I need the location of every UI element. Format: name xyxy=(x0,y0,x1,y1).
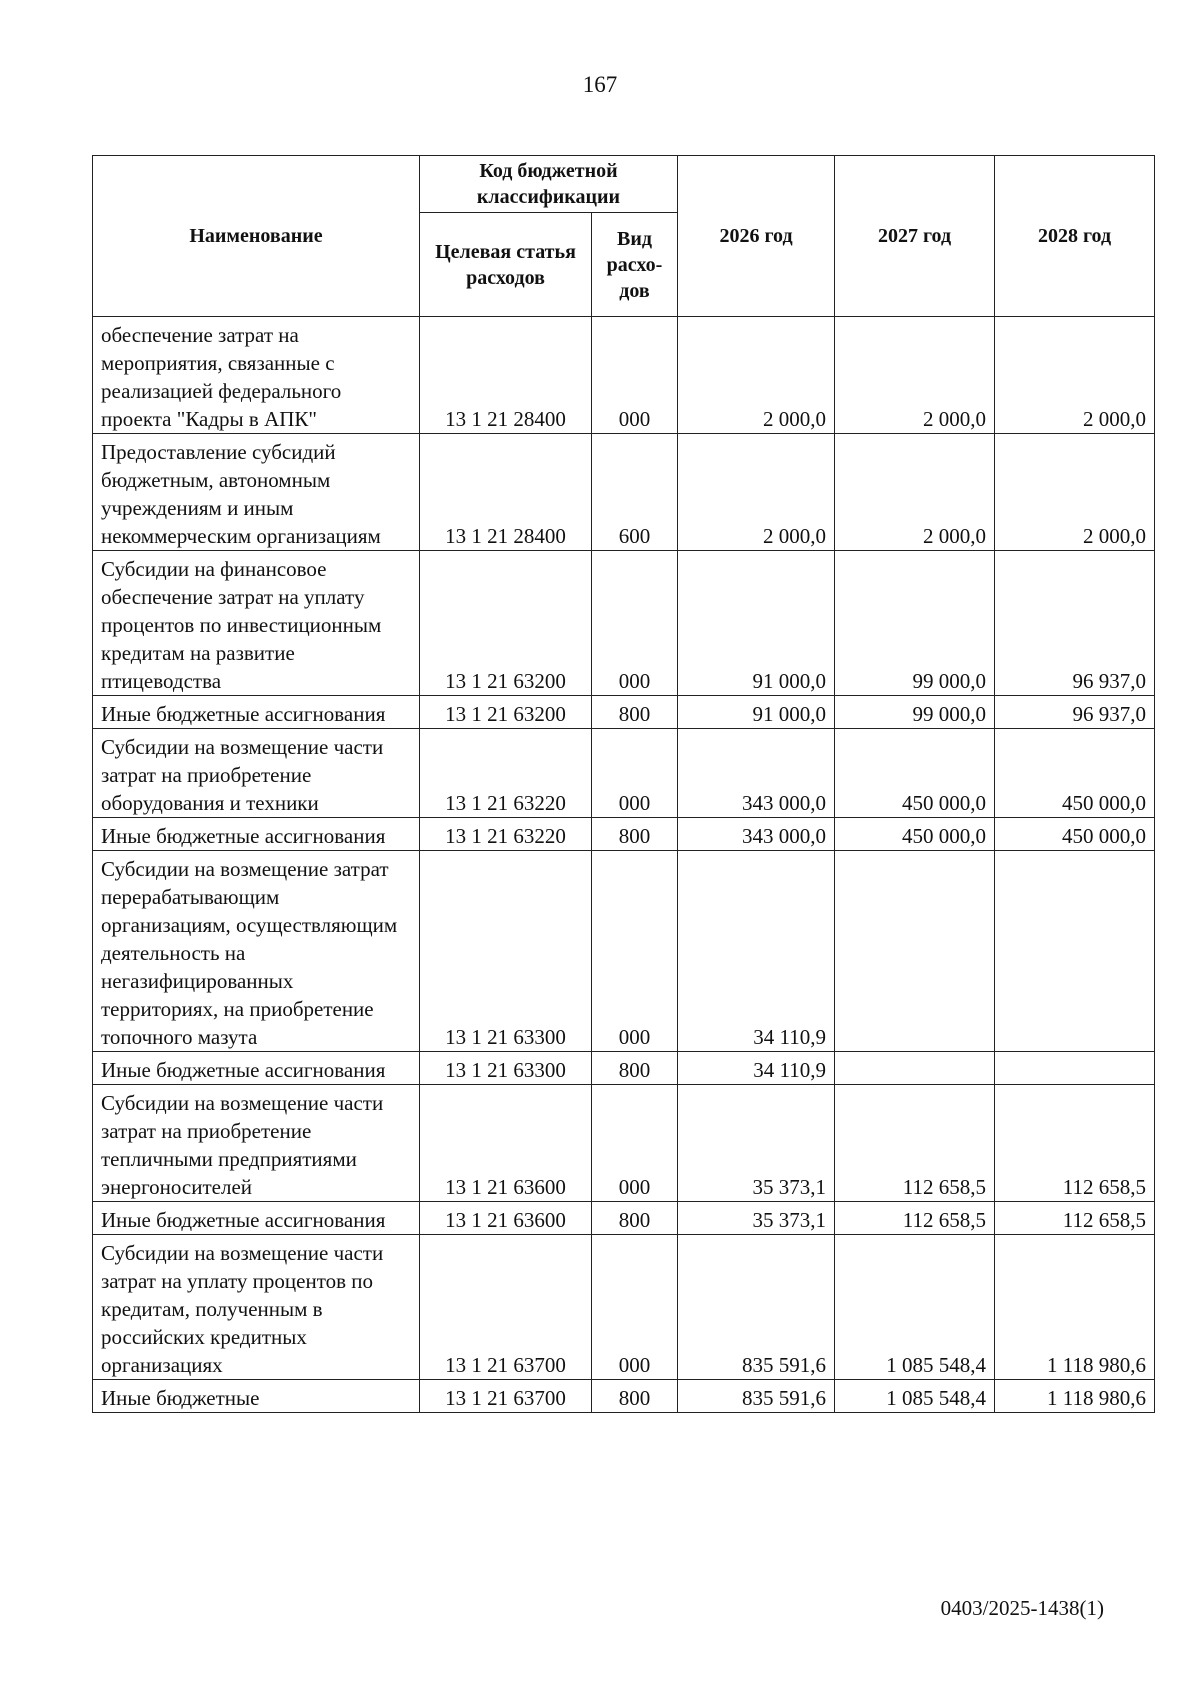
row-amount-2026: 34 110,9 xyxy=(678,1052,835,1085)
row-amount-2026: 91 000,0 xyxy=(678,551,835,696)
row-amount-2028 xyxy=(995,851,1155,1052)
row-amount-2026: 2 000,0 xyxy=(678,434,835,551)
row-target-article: 13 1 21 63300 xyxy=(420,851,592,1052)
header-name: Наименование xyxy=(93,156,420,317)
row-amount-2028: 96 937,0 xyxy=(995,696,1155,729)
row-amount-2028: 1 118 980,6 xyxy=(995,1380,1155,1413)
header-year-2027: 2027 год xyxy=(835,156,995,317)
row-amount-2027: 1 085 548,4 xyxy=(835,1235,995,1380)
row-target-article: 13 1 21 28400 xyxy=(420,317,592,434)
row-amount-2027 xyxy=(835,851,995,1052)
row-amount-2028: 1 118 980,6 xyxy=(995,1235,1155,1380)
row-name: Субсидии на возмещение затрат перерабатывающим организациям, осуществляющим деятельность на негазифицированных территориях, на приобретение топочного мазута xyxy=(93,851,420,1052)
row-target-article: 13 1 21 63200 xyxy=(420,551,592,696)
row-expense-type: 000 xyxy=(592,317,678,434)
row-target-article: 13 1 21 63220 xyxy=(420,818,592,851)
row-amount-2027: 99 000,0 xyxy=(835,551,995,696)
row-amount-2028: 450 000,0 xyxy=(995,729,1155,818)
row-amount-2028: 2 000,0 xyxy=(995,317,1155,434)
row-amount-2026: 343 000,0 xyxy=(678,729,835,818)
row-expense-type: 800 xyxy=(592,818,678,851)
row-target-article: 13 1 21 63220 xyxy=(420,729,592,818)
row-amount-2028: 450 000,0 xyxy=(995,818,1155,851)
row-amount-2028: 112 658,5 xyxy=(995,1085,1155,1202)
row-expense-type: 000 xyxy=(592,551,678,696)
row-name: Субсидии на финансовое обеспечение затрат на уплату процентов по инвестиционным кредитам на развитие птицеводства xyxy=(93,551,420,696)
row-target-article: 13 1 21 28400 xyxy=(420,434,592,551)
row-amount-2027: 99 000,0 xyxy=(835,696,995,729)
row-amount-2028 xyxy=(995,1052,1155,1085)
row-name: Иные бюджетные ассигнования xyxy=(93,1202,420,1235)
row-target-article: 13 1 21 63600 xyxy=(420,1085,592,1202)
table-row xyxy=(93,551,1155,696)
row-name: Иные бюджетные ассигнования xyxy=(93,1052,420,1085)
row-amount-2027: 2 000,0 xyxy=(835,434,995,551)
table-row xyxy=(93,1202,1155,1235)
header-year-2028: 2028 год xyxy=(995,156,1155,317)
row-amount-2026: 91 000,0 xyxy=(678,696,835,729)
row-name: Иные бюджетные ассигнования xyxy=(93,818,420,851)
header-expense-type: Вид расхо-дов xyxy=(592,213,678,317)
row-expense-type: 800 xyxy=(592,1052,678,1085)
row-name: Субсидии на возмещение части затрат на уплату процентов по кредитам, полученным в российских кредитных организациях xyxy=(93,1235,420,1380)
row-name: Субсидии на возмещение части затрат на приобретение тепличными предприятиями энергоносителей xyxy=(93,1085,420,1202)
row-target-article: 13 1 21 63300 xyxy=(420,1052,592,1085)
row-amount-2027: 450 000,0 xyxy=(835,818,995,851)
table-row xyxy=(93,818,1155,851)
row-amount-2027: 112 658,5 xyxy=(835,1085,995,1202)
row-amount-2027: 112 658,5 xyxy=(835,1202,995,1235)
row-amount-2026: 835 591,6 xyxy=(678,1235,835,1380)
row-target-article: 13 1 21 63700 xyxy=(420,1380,592,1413)
row-amount-2026: 343 000,0 xyxy=(678,818,835,851)
row-name: Субсидии на возмещение части затрат на приобретение оборудования и техники xyxy=(93,729,420,818)
row-expense-type: 000 xyxy=(592,729,678,818)
row-target-article: 13 1 21 63600 xyxy=(420,1202,592,1235)
row-target-article: 13 1 21 63200 xyxy=(420,696,592,729)
row-name: Предоставление субсидий бюджетным, автономным учреждениям и иным некоммерческим организациям xyxy=(93,434,420,551)
document-id: 0403/2025-1438(1) xyxy=(940,1596,1104,1620)
row-name: обеспечение затрат на мероприятия, связанные с реализацией федерального проекта "Кадры в АПК" xyxy=(93,317,420,434)
table-row xyxy=(93,1085,1155,1202)
row-target-article: 13 1 21 63700 xyxy=(420,1235,592,1380)
table-row xyxy=(93,317,1155,434)
table-row xyxy=(93,696,1155,729)
row-amount-2026: 35 373,1 xyxy=(678,1085,835,1202)
row-expense-type: 800 xyxy=(592,1380,678,1413)
row-expense-type: 800 xyxy=(592,696,678,729)
table-row xyxy=(93,434,1155,551)
row-amount-2026: 835 591,6 xyxy=(678,1380,835,1413)
row-amount-2027 xyxy=(835,1052,995,1085)
row-amount-2028: 112 658,5 xyxy=(995,1202,1155,1235)
row-amount-2028: 2 000,0 xyxy=(995,434,1155,551)
row-amount-2027: 450 000,0 xyxy=(835,729,995,818)
row-expense-type: 000 xyxy=(592,851,678,1052)
row-amount-2027: 2 000,0 xyxy=(835,317,995,434)
table-body xyxy=(93,317,1155,1413)
row-expense-type: 600 xyxy=(592,434,678,551)
row-amount-2026: 35 373,1 xyxy=(678,1202,835,1235)
table-row xyxy=(93,729,1155,818)
page-number: 167 xyxy=(582,72,618,97)
row-amount-2026: 2 000,0 xyxy=(678,317,835,434)
header-target-article: Целевая статья расходов xyxy=(420,213,592,317)
row-name: Иные бюджетные xyxy=(93,1380,420,1413)
table-row xyxy=(93,851,1155,1052)
row-amount-2028: 96 937,0 xyxy=(995,551,1155,696)
header-year-2026: 2026 год xyxy=(678,156,835,317)
table-row xyxy=(93,1380,1155,1413)
table-row xyxy=(93,1052,1155,1085)
row-expense-type: 000 xyxy=(592,1085,678,1202)
row-amount-2027: 1 085 548,4 xyxy=(835,1380,995,1413)
row-expense-type: 800 xyxy=(592,1202,678,1235)
header-code-group: Код бюджетной классификации xyxy=(420,156,678,213)
budget-table xyxy=(92,155,1155,1413)
row-expense-type: 000 xyxy=(592,1235,678,1380)
row-amount-2026: 34 110,9 xyxy=(678,851,835,1052)
row-name: Иные бюджетные ассигнования xyxy=(93,696,420,729)
table-row xyxy=(93,1235,1155,1380)
